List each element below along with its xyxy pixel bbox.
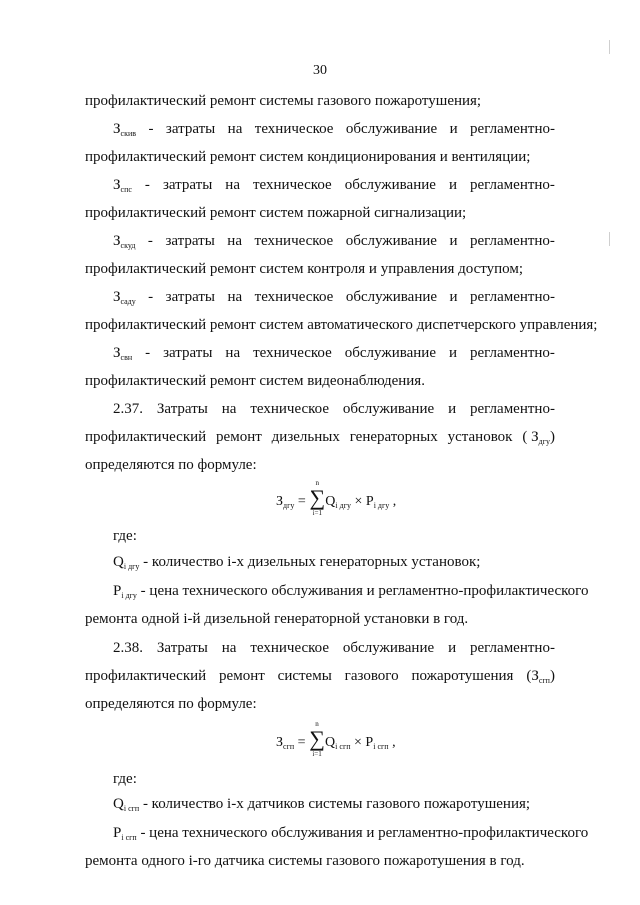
sum-sign: n ∑ i=1 (309, 720, 325, 758)
variable-definition: $Q_{i сгп}$ - количество i-х датчиков системы газового пожаротушения; (113, 796, 531, 813)
word: на (227, 289, 243, 305)
word: затраты (162, 177, 213, 193)
cost-symbol: $З_{сaду}$ (113, 289, 136, 306)
word: и (449, 121, 458, 137)
word: на (225, 177, 240, 193)
word: обслуживание (342, 640, 435, 656)
word: и (449, 289, 458, 305)
word: затраты (163, 345, 213, 361)
page-number: 30 (313, 63, 327, 78)
word: техническое (254, 289, 334, 305)
cost-symbol: $З_{свн}$ (113, 345, 133, 362)
formula-dgu: $З_{дгу}$ = n ∑ i=1 $Q_{i дгу} \times P_{i дгу}$ , (276, 479, 397, 517)
word: системы (277, 668, 332, 684)
word: техническое (254, 233, 334, 249)
word: Затраты (156, 401, 208, 417)
variable-definition: $Q_{i дгу}$ - количество i-х дизельных генераторных установок; (113, 554, 481, 571)
word: затраты (165, 289, 215, 305)
word: техническое (254, 121, 334, 137)
word: обслуживание (345, 233, 437, 249)
text-line: профилактический ремонт систем автоматического диспетчерского управления; (85, 317, 598, 333)
definition-line-skiv (85, 120, 555, 143)
word: обслуживание (344, 177, 436, 193)
word: на (221, 401, 237, 417)
text-line: определяются по формуле: (85, 696, 257, 712)
definition-line-svn (85, 344, 555, 367)
word: регламентно- (470, 401, 555, 417)
word: ремонт (216, 429, 262, 445)
definition-line-sadu (85, 288, 555, 311)
definition-line-skud (85, 232, 555, 255)
word: на (225, 345, 241, 361)
cost-symbol: $З_{спс}$ (113, 177, 132, 194)
word: техническое (250, 640, 330, 656)
cost-symbol-paren: ( $З_{дгу}$) (522, 429, 555, 446)
word: техническое (253, 177, 332, 193)
variable-definition: $P_{i сгп}$ - цена технического обслуживания и регламентно-профилактического (113, 825, 589, 842)
word: затраты (165, 233, 215, 249)
word: на (227, 121, 243, 137)
dash: - (144, 177, 150, 193)
clause-2-38-line-2 (85, 667, 555, 690)
word: на (221, 640, 237, 656)
word: регламентно- (469, 177, 555, 193)
word: обслуживание (345, 289, 438, 305)
text-line: определяются по формуле: (85, 457, 257, 473)
text-line: профилактический ремонт систем кондиционирования и вентиляции; (85, 149, 531, 165)
text-line: профилактический ремонт систем контроля и управления доступом; (85, 261, 524, 277)
word: профилактический (85, 668, 207, 684)
text-line: профилактический ремонт системы газового пожаротушения; (85, 93, 482, 109)
word: на (227, 233, 242, 249)
word: ремонт (219, 668, 265, 684)
clause-number: 2.38. (113, 640, 143, 656)
dash: - (147, 233, 153, 249)
word: Затраты (156, 640, 208, 656)
formula-sgp: $З_{сгп}$ = n ∑ i=1 $Q_{i сгп} \times P_{i сгп}$ , (276, 720, 396, 758)
scan-edge-mark (609, 232, 610, 246)
word: и (448, 640, 457, 656)
text-line: ремонта одного i-го датчика системы газового пожаротушения в год. (85, 853, 525, 869)
word: регламентно- (469, 233, 555, 249)
dash: - (148, 289, 154, 305)
word: и (448, 345, 457, 361)
word: обслуживание (342, 401, 435, 417)
definition-line-sps (85, 176, 555, 199)
word: профилактический (85, 429, 207, 445)
text-line: ремонта одной i-й дизельной генераторной установки в год. (85, 611, 469, 627)
where-label: где: (113, 528, 137, 544)
word: пожаротушения (411, 668, 514, 684)
word: регламентно- (469, 345, 555, 361)
word: затраты (165, 121, 216, 137)
word: и (448, 177, 457, 193)
dash: - (148, 121, 154, 137)
dash: - (145, 345, 151, 361)
clause-number: 2.37. (113, 401, 143, 417)
sum-sign: n ∑ i=1 (309, 479, 326, 517)
word: и (448, 401, 457, 417)
scan-edge-mark (609, 40, 610, 54)
text-line: профилактический ремонт систем пожарной сигнализации; (85, 205, 467, 221)
cost-symbol: $З_{скуд}$ (113, 233, 136, 250)
where-label: где: (113, 771, 137, 787)
word: регламентно- (470, 640, 555, 656)
word: техническое (253, 345, 332, 361)
clause-2-37-line-2 (85, 428, 555, 451)
word: обслуживание (345, 121, 438, 137)
word: регламентно- (470, 289, 555, 305)
word: генераторных (349, 429, 438, 445)
clause-2-38-line (85, 639, 555, 657)
text-line: профилактический ремонт систем видеонаблюдения. (85, 373, 425, 389)
word: регламентно- (470, 121, 555, 137)
word: установок (447, 429, 513, 445)
word: газового (344, 668, 399, 684)
word: обслуживание (344, 345, 436, 361)
cost-symbol: $З_{скив}$ (113, 121, 137, 138)
cost-symbol-paren: $(З_{сгп})$ (526, 668, 555, 685)
word: техническое (250, 401, 330, 417)
clause-2-37-line (85, 400, 555, 418)
word: и (449, 233, 458, 249)
variable-definition: $P_{i дгу}$ - цена технического обслуживания и регламентно-профилактического (113, 583, 589, 600)
word: дизельных (271, 429, 340, 445)
